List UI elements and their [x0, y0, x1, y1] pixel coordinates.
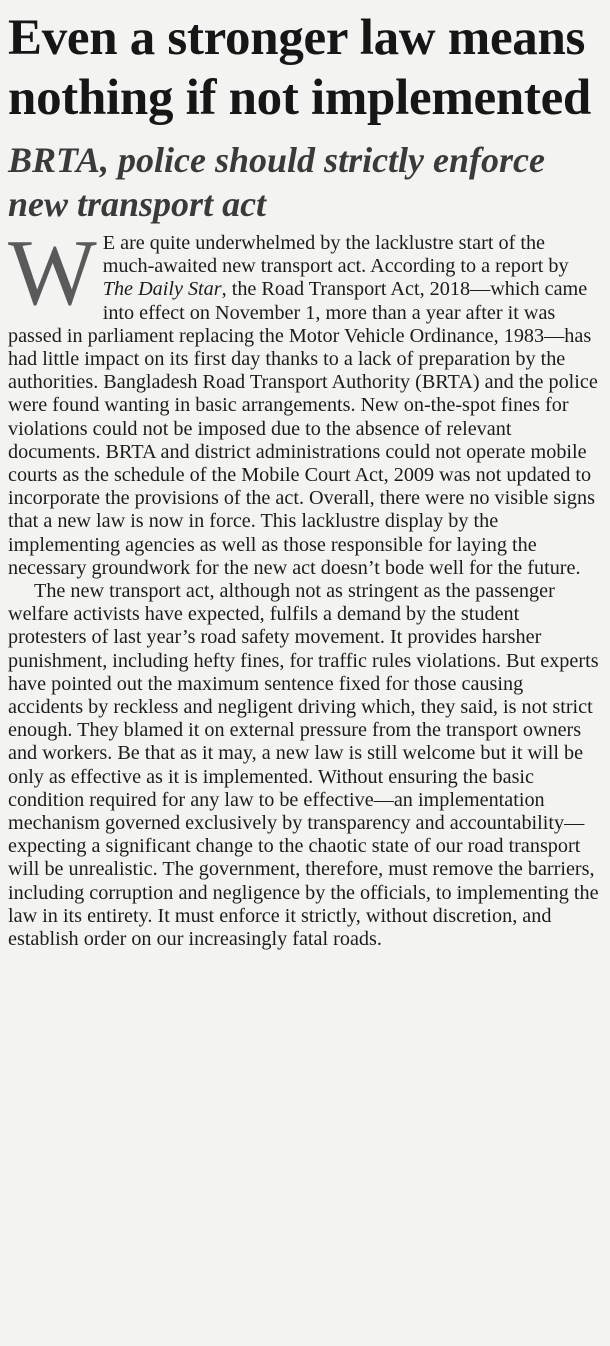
paragraph-1 [8, 221, 600, 580]
article-body [8, 221, 600, 951]
newspaper-name: The Daily Star [102, 278, 222, 301]
headline: Even a stronger law means nothing if not implemented [8, 10, 591, 126]
subheadline: BRTA, police should strictly enforce new transport act [8, 140, 545, 224]
paragraph-2: The new transport act, although not as stringent as the passenger welfare activists have expected, fulfils a demand by the student protesters of last year’s road safety movement. It provides harsher punishment, including hefty fines, for traffic rules violations. But experts have pointed out the maximum sentence fixed for those causing accidents by reckless and negligent driving which, they said, is not strict enough. They blamed it on external pressure from the transport owners and workers. Be that as it may, a new law is still welcome but it will be only as effective as it is implemented. Without ensuring the basic condition required for any law to be effective—an implementation mechanism governed exclusively by transparency and accountability—expecting a significant change to the chaotic state of our road transport will be unrealistic. The government, therefore, must remove the barriers, including corruption and negligence by the officials, to implementing the law in its entirety. It must enforce it strictly, without discretion, and establish order on our increasingly fatal roads. [8, 580, 599, 951]
drop-cap: W [8, 221, 97, 325]
paragraph-1-lead: E are quite underwhelmed by the lacklustre start of the much-awaited new transport act. According to a report by [102, 232, 569, 278]
paragraph-1-rest: , the Road Transport Act, 2018—which came into effect on November 1, more than a year after it was passed in parliament replacing the Motor Vehicle Ordinance, 1983—has had little impact on its first day thanks to a lack of preparation by the authorities. Bangladesh Road Transport Authority (BRTA) and the police were found wanting in basic arrangements. New on-the-spot fines for violations could not be imposed due to the absence of relevant documents. BRTA and district administrations could not operate mobile courts as the schedule of the Mobile Court Act, 2009 was not updated to incorporate the provisions of the act. Overall, there were no visible signs that a new law is now in force. This lacklustre display by the implementing agencies as well as those responsible for laying the necessary groundwork for the new act doesn’t bode well for the future. [8, 278, 598, 579]
